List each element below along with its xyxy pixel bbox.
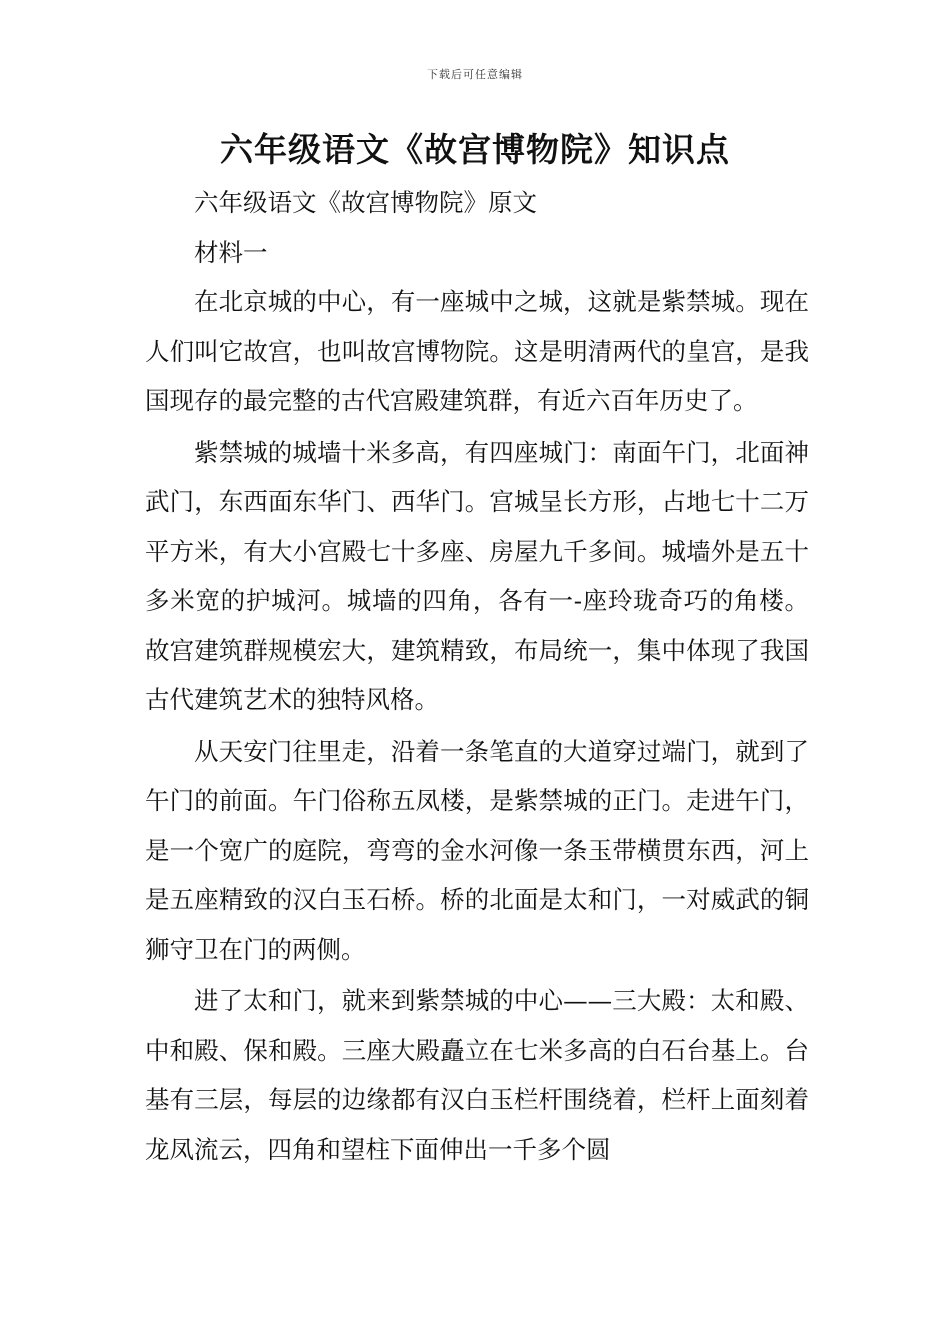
paragraph: 紫禁城的城墙十米多高，有四座城门：南面午门，北面神武门，东西面东华门、西华门。宫城呈长方形，占地七十二万平方米，有大小宫殿七十多座、房屋九千多间。城墙外是五十多米宽的护城河。城墙的四角，各有一-座玲珑奇巧的角楼。故宫建筑群规模宏大，建筑精致，布局统一，集中体现了我国古代建筑艺术的独特风格。 [145,437,809,714]
document-title: 六年级语文《故宫博物院》知识点 [220,130,730,169]
subtitle-line: 六年级语文《故宫博物院》原文 [194,188,537,217]
section-label: 材料一 [194,237,268,267]
header-note: 下载后可任意编辑 [427,68,523,81]
paragraph: 进了太和门，就来到紫禁城的中心——三大殿：太和殿、中和殿、保和殿。三座大殿矗立在七米多高的白石台基上。台基有三层，每层的边缘都有汉白玉栏杆围绕着，栏杆上面刻着龙凤流云，四角和望柱下面伸出一千多个圆 [145,986,809,1164]
paragraph: 在北京城的中心，有一座城中之城，这就是紫禁城。现在人们叫它故宫，也叫故宫博物院。这是明清两代的皇宫，是我国现存的最完整的古代宫殿建筑群，有近六百年历史了。 [145,287,809,415]
paragraph: 从天安门往里走，沿着一条笔直的大道穿过端门，就到了午门的前面。午门俗称五凤楼，是紫禁城的正门。走进午门，是一个宽广的庭院，弯弯的金水河像一条玉带横贯东西，河上是五座精致的汉白玉石桥。桥的北面是太和门，一对威武的铜狮守卫在门的两侧。 [145,736,809,964]
document-body [145,178,809,1176]
